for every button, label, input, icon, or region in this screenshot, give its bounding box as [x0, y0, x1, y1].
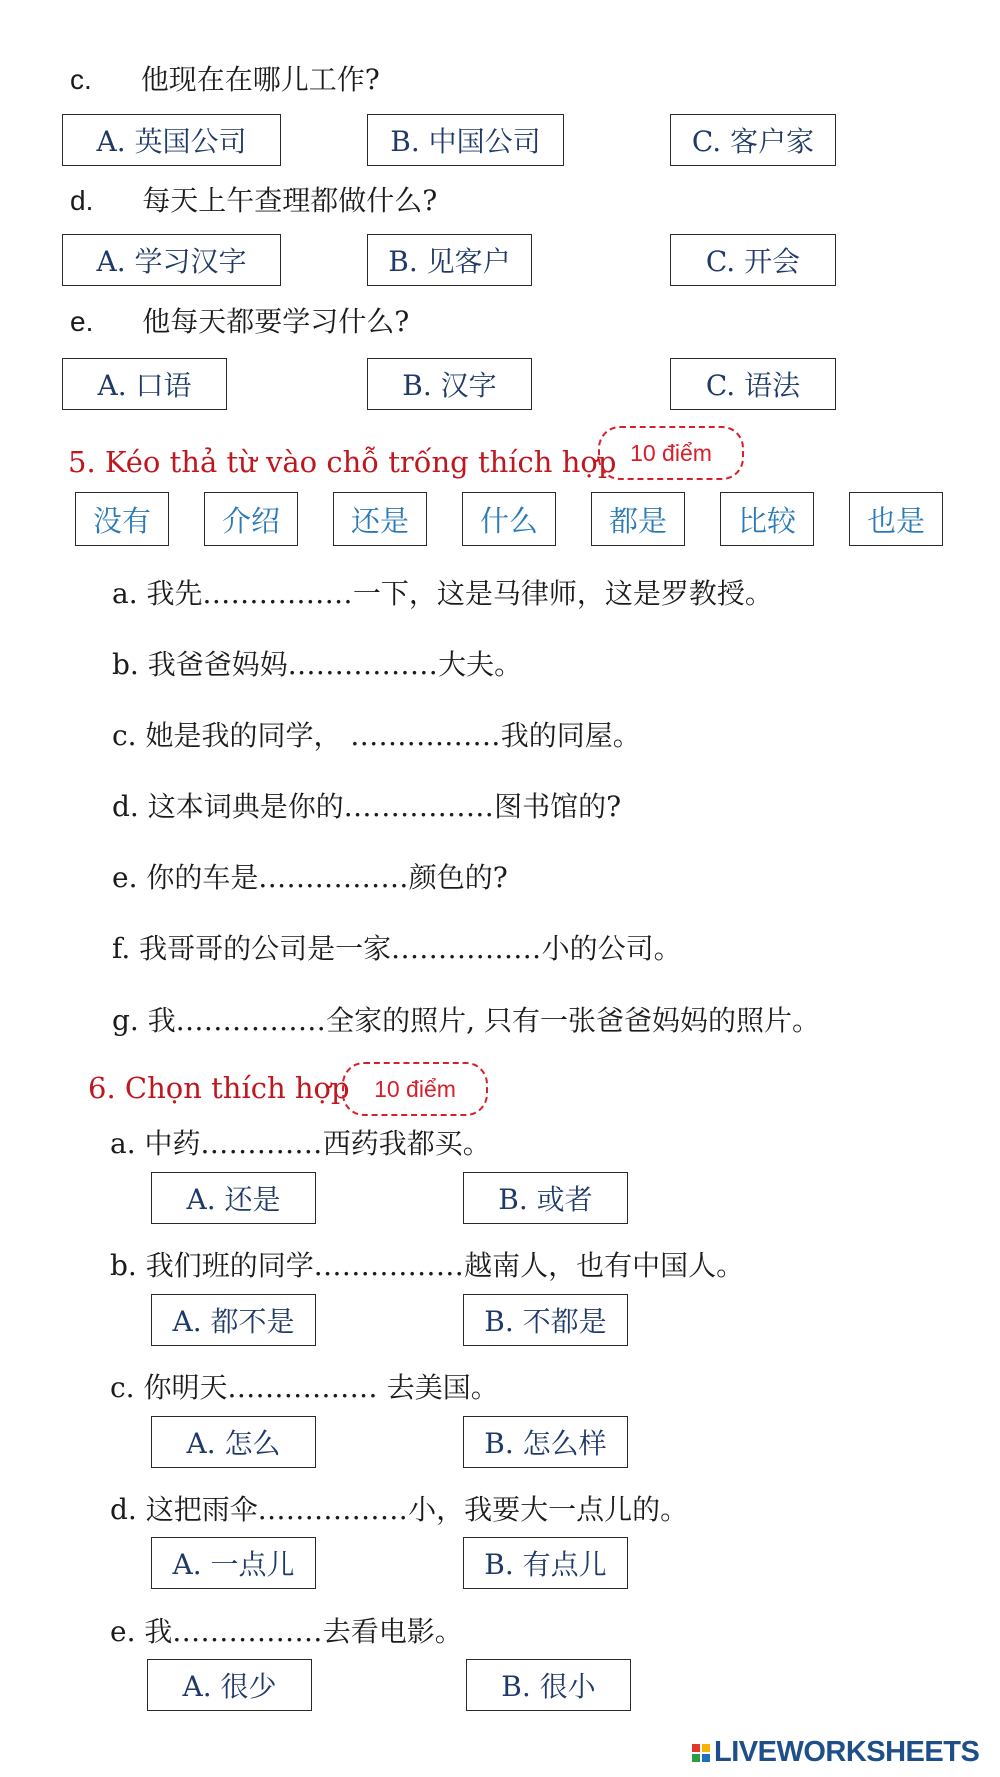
drop-blank[interactable]: ................	[287, 648, 439, 681]
choice-blank: .............	[200, 1127, 323, 1160]
word-tile-6[interactable]: 比较	[720, 492, 814, 546]
sentence-d: d. 这本词典是你的................图书馆的?	[112, 790, 622, 823]
section6-points-badge: 10 điểm	[342, 1062, 488, 1116]
section5-heading: 5. Kéo thả từ vào chỗ trống thích hợp	[68, 445, 617, 479]
choice-d-option-a[interactable]: A. 一点儿	[151, 1537, 316, 1589]
drop-blank[interactable]: ................	[391, 932, 542, 965]
question-text: 每天上午查理都做什么?	[142, 184, 438, 217]
option-d-b[interactable]: B. 见客户	[367, 234, 532, 286]
word-tile-2[interactable]: 介绍	[204, 492, 298, 546]
option-e-b[interactable]: B. 汉字	[367, 358, 532, 410]
choice-e-option-a[interactable]: A. 很少	[147, 1659, 312, 1711]
sentence-c: c. 她是我的同学， ................我的同屋。	[112, 719, 641, 752]
option-d-c[interactable]: C. 开会	[670, 234, 836, 286]
drop-blank[interactable]: ................	[350, 719, 501, 752]
choice-a-option-a[interactable]: A. 还是	[151, 1172, 316, 1224]
choice-blank: ................	[257, 1493, 409, 1526]
question-letter: d.	[70, 185, 94, 216]
drop-blank[interactable]: ................	[175, 1004, 327, 1037]
option-c-c[interactable]: C. 客户家	[670, 114, 836, 166]
choice-question-b: b. 我们班的同学................越南人，也有中国人。	[110, 1249, 745, 1282]
sentence-a: a. 我先................一下，这是马律师，这是罗教授。	[112, 577, 773, 610]
choice-question-d: d. 这把雨伞................小，我要大一点儿的。	[110, 1493, 689, 1526]
sentence-b: b. 我爸爸妈妈................大夫。	[112, 648, 523, 681]
section5-points-badge: 10 điểm	[598, 426, 744, 480]
sentence-f: f. 我哥哥的公司是一家................小的公司。	[112, 932, 682, 965]
option-c-b[interactable]: B. 中国公司	[367, 114, 564, 166]
question-c	[70, 62, 380, 98]
word-tile-5[interactable]: 都是	[591, 492, 685, 546]
choice-e-option-b[interactable]: B. 很小	[466, 1659, 631, 1711]
question-letter: e.	[70, 306, 94, 337]
sentence-e: e. 你的车是................颜色的?	[112, 861, 508, 894]
choice-question-e: e. 我................去看电影。	[110, 1615, 463, 1648]
choice-question-c: c. 你明天................ 去美国。	[110, 1371, 499, 1404]
question-d	[70, 183, 437, 219]
word-tile-1[interactable]: 没有	[75, 492, 169, 546]
question-e	[70, 304, 409, 340]
question-text: 他现在在哪儿工作?	[140, 63, 380, 96]
choice-b-option-b[interactable]: B. 不都是	[463, 1294, 628, 1346]
liveworksheets-logo	[692, 1736, 979, 1769]
choice-c-option-b[interactable]: B. 怎么样	[463, 1416, 628, 1468]
option-e-a[interactable]: A. 口语	[62, 358, 227, 410]
choice-blank: ................	[172, 1615, 323, 1648]
section6-heading: 6. Chọn thích hợp	[88, 1071, 350, 1105]
choice-question-a: a. 中药.............西药我都买。	[110, 1127, 491, 1160]
word-tile-7[interactable]: 也是	[849, 492, 943, 546]
drop-blank[interactable]: ................	[258, 861, 409, 894]
sentence-g: g. 我................全家的照片, 只有一张爸爸妈妈的照片。	[112, 1004, 820, 1037]
question-letter: c.	[70, 64, 92, 95]
word-tile-3[interactable]: 还是	[333, 492, 427, 546]
choice-b-option-a[interactable]: A. 都不是	[151, 1294, 316, 1346]
choice-a-option-b[interactable]: B. 或者	[463, 1172, 628, 1224]
option-d-a[interactable]: A. 学习汉字	[62, 234, 281, 286]
choice-c-option-a[interactable]: A. 怎么	[151, 1416, 316, 1468]
question-text: 他每天都要学习什么?	[142, 305, 410, 338]
choice-blank: ................	[227, 1371, 378, 1404]
word-tile-4[interactable]: 什么	[462, 492, 556, 546]
logo-mark-icon	[692, 1744, 710, 1762]
choice-blank: ................	[313, 1249, 465, 1282]
logo-text: LIVEWORKSHEETS	[714, 1736, 980, 1768]
option-c-a[interactable]: A. 英国公司	[62, 114, 281, 166]
drop-blank[interactable]: ................	[343, 790, 495, 823]
drop-blank[interactable]: ................	[202, 577, 353, 610]
choice-d-option-b[interactable]: B. 有点儿	[463, 1537, 628, 1589]
option-e-c[interactable]: C. 语法	[670, 358, 836, 410]
